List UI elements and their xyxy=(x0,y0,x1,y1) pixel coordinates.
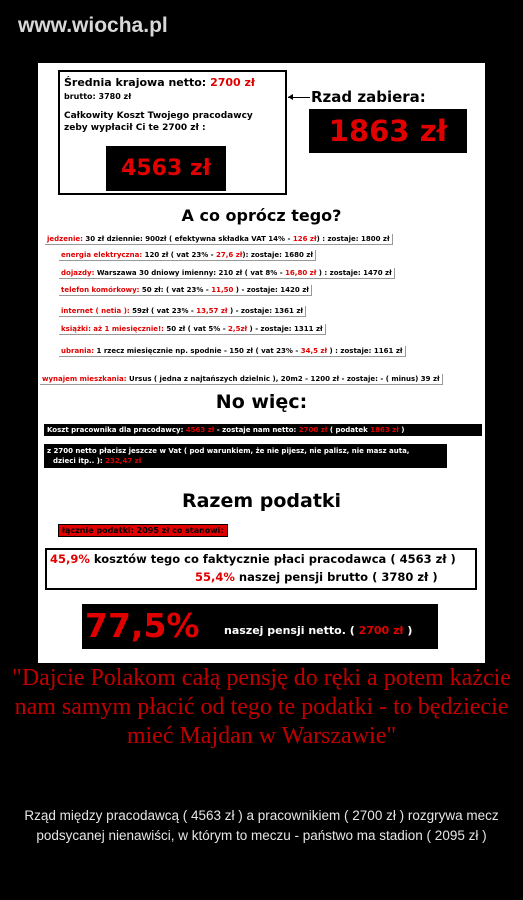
expense-row: książki: aż 1 miesięcznie!: 50 zł ( vat 5% - 2,5zł ) - zostaje: 1311 zł xyxy=(59,324,326,335)
salary-box xyxy=(58,70,287,195)
net-percentage-text: naszej pensji netto. ( 2700 zł ) xyxy=(224,624,413,637)
expense-row: telefon komórkowy: 50 zł: ( vat 23% - 11,50 ) - zostaje: 1420 zł xyxy=(59,285,312,296)
quote-text: "Dajcie Polakom całą pensję do ręki a potem każcie nam samym płacić od tego te podatki - to będziecie mieć Majdan w Warszawie" xyxy=(12,665,511,749)
watermark-text: www.wiocha.pl xyxy=(18,14,168,37)
percent-employer-line: 45,9% kosztów tego co faktycznie płaci pracodawca ( 4563 zł ) xyxy=(50,552,456,566)
expense-row: internet ( netia ): 59zł ( vat 23% - 13,57 zł ) - zostaje: 1361 zł xyxy=(59,306,306,317)
total-cost-line2: zeby wypłacił Ci te 2700 zł : xyxy=(64,123,206,133)
gross-line: brutto: 3780 zł xyxy=(64,92,132,101)
expense-row: energia elektryczna: 120 zł ( vat 23% - 27,6 zł): zostaje: 1680 zł xyxy=(59,250,316,261)
total-taxes-label: łącznie podatki: 2095 zł co stanowi: xyxy=(58,524,228,537)
expense-row: dojazdy: Warszawa 30 dniowy imienny: 210 zł ( vat 8% - 16,80 zł ) : zostaje: 1470 zł xyxy=(59,268,395,279)
total-cost-line: Całkowity Koszt Twojego pracodawcy xyxy=(64,111,253,121)
net-percentage-bar xyxy=(82,604,438,649)
government-takes-badge: 1863 zł xyxy=(309,109,467,153)
average-net-value: 2700 zł xyxy=(210,76,255,89)
net-percentage-value: 77,5% xyxy=(85,606,200,645)
average-net-line xyxy=(64,76,255,89)
heading-so: No więc: xyxy=(215,391,308,413)
percent-gross-line: 55,4% naszej pensji brutto ( 3780 zł ) xyxy=(195,570,438,584)
poster-image xyxy=(38,63,485,663)
summary-cost-bar: Koszt pracownika dla pracodawcy: 4563 zł - zostaje nam netto: 2700 zł ( podatek 1863 zł ) xyxy=(44,424,482,436)
caption-text: Rząd między pracodawcą ( 4563 zł ) a pracownikiem ( 2700 zł ) rozgrywa mecz podsycanej nienawiści, w którym to meczu - państwo ma stadion ( 2095 zł ) xyxy=(24,808,499,843)
heading-total-taxes: Razem podatki xyxy=(181,490,342,512)
government-takes-label: Rzad zabiera: xyxy=(311,88,426,106)
heading-what-else: A co oprócz tego? xyxy=(181,206,342,225)
percentage-box xyxy=(45,548,477,590)
expense-row: jedzenie: 30 zł dziennie: 900zł ( efektywna składka VAT 14% - 126 zł) : zostaje: 1800 zł xyxy=(45,234,393,245)
expense-row: ubrania: 1 rzecz miesięcznie np. spodnie - 150 zł ( vat 23% - 34,5 zł ) : zostaje: 1161 zł xyxy=(59,346,406,357)
employer-cost-badge: 4563 zł xyxy=(106,146,226,191)
arrow-head-icon xyxy=(288,94,293,100)
summary-vat-bar: z 2700 netto płacisz jeszcze w Vat ( pod warunkiem, że nie pijesz, nie palisz, nie masz auta, dzieci itp.. ): 232,47 zł xyxy=(44,444,447,468)
average-net-label: Średnia krajowa netto: xyxy=(64,76,207,89)
expense-row: wynajem mieszkania: Ursus ( jedna z najtańszych dzielnic ), 20m2 - 1200 zł - zostaje: - ( minus) 39 zł xyxy=(40,374,443,385)
